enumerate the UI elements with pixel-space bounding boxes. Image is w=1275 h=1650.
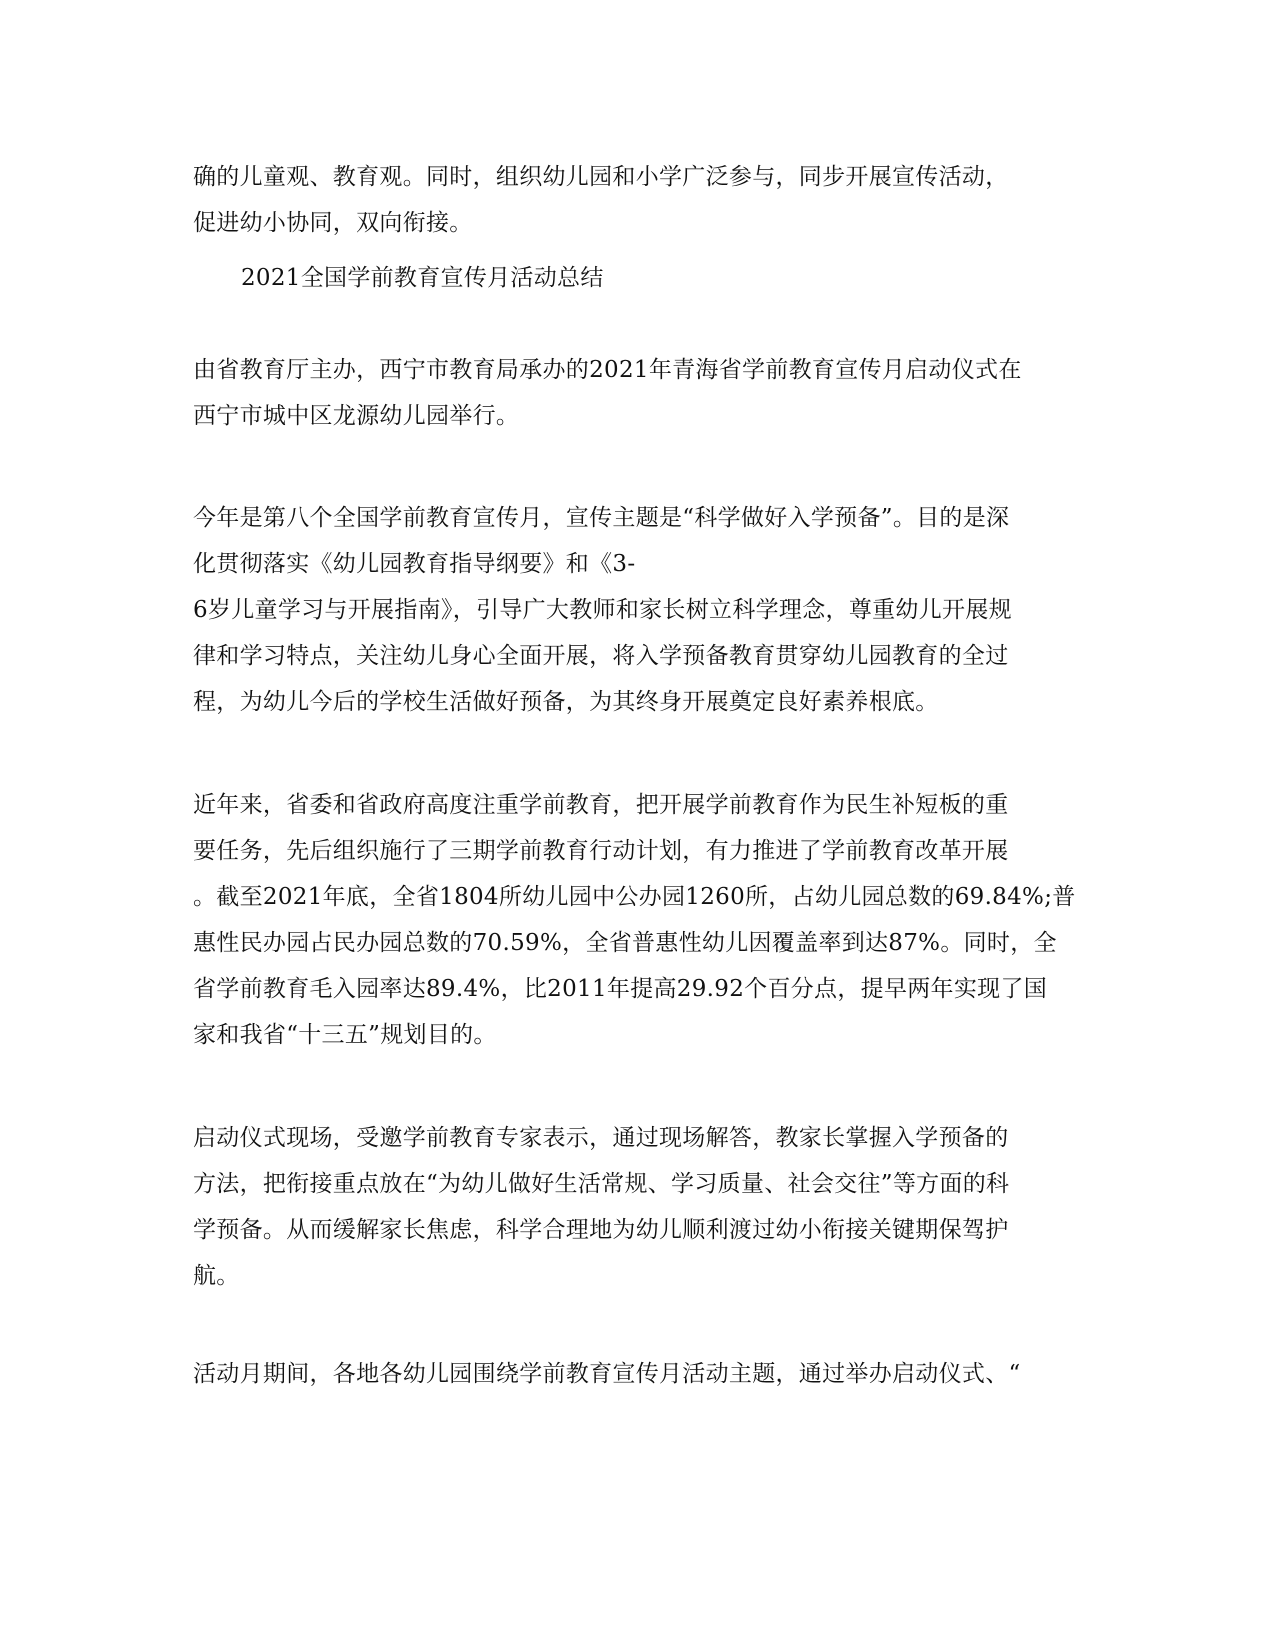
paragraph-activities — [193, 1351, 1083, 1397]
text-line: 律和学习特点，关注幼儿身心全面开展，将入学预备教育贯穿幼儿园教育的全过 — [193, 643, 1009, 669]
paragraph-ceremony — [193, 347, 1083, 439]
text-line: 。截至2021年底，全省1804所幼儿园中公办园1260所，占幼儿园总数的69.84%;普 — [193, 884, 1076, 910]
text-line: 化贯彻落实《幼儿园教育指导纲要》和《3- — [193, 551, 636, 577]
text-line: 家和我省“十三五”规划目的。 — [193, 1022, 497, 1048]
text-line: 西宁市城中区龙源幼儿园举行。 — [193, 403, 520, 429]
text-line: 省学前教育毛入园率达89.4%，比2011年提高29.92个百分点，提早两年实现了国 — [193, 976, 1048, 1002]
intro-paragraph — [193, 154, 1083, 246]
text-line: 由省教育厅主办，西宁市教育局承办的2021年青海省学前教育宣传月启动仪式在 — [193, 357, 1022, 383]
paragraph-statistics — [193, 782, 1083, 1058]
text-line: 航。 — [193, 1263, 240, 1289]
text-line: 今年是第八个全国学前教育宣传月，宣传主题是“科学做好入学预备”。目的是深 — [193, 505, 1010, 531]
text-line: 学预备。从而缓解家长焦虑，科学合理地为幼儿顺利渡过幼小衔接关键期保驾护 — [193, 1217, 1009, 1243]
text-line: 要任务，先后组织施行了三期学前教育行动计划，有力推进了学前教育改革开展 — [193, 838, 1009, 864]
text-line: 促进幼小协同，双向衔接。 — [193, 210, 473, 236]
text-line: 惠性民办园占民办园总数的70.59%，全省普惠性幼儿因覆盖率到达87%。同时，全 — [193, 930, 1057, 956]
text-line: 近年来，省委和省政府高度注重学前教育，把开展学前教育作为民生补短板的重 — [193, 792, 1009, 818]
paragraph-experts — [193, 1115, 1083, 1299]
heading-text: 2021全国学前教育宣传月活动总结 — [241, 265, 604, 291]
section-heading — [241, 255, 1131, 301]
text-line: 方法，把衔接重点放在“为幼儿做好生活常规、学习质量、社会交往”等方面的科 — [193, 1171, 1010, 1197]
text-line: 6岁儿童学习与开展指南》，引导广大教师和家长树立科学理念，尊重幼儿开展规 — [193, 597, 1012, 623]
text-line: 活动月期间，各地各幼儿园围绕学前教育宣传月活动主题，通过举办启动仪式、“ — [193, 1361, 1021, 1387]
text-line: 启动仪式现场，受邀学前教育专家表示，通过现场解答，教家长掌握入学预备的 — [193, 1125, 1009, 1151]
paragraph-theme — [193, 495, 1083, 725]
text-line: 确的儿童观、教育观。同时，组织幼儿园和小学广泛参与，同步开展宣传活动， — [193, 164, 1009, 190]
text-line: 程，为幼儿今后的学校生活做好预备，为其终身开展奠定良好素养根底。 — [193, 689, 939, 715]
